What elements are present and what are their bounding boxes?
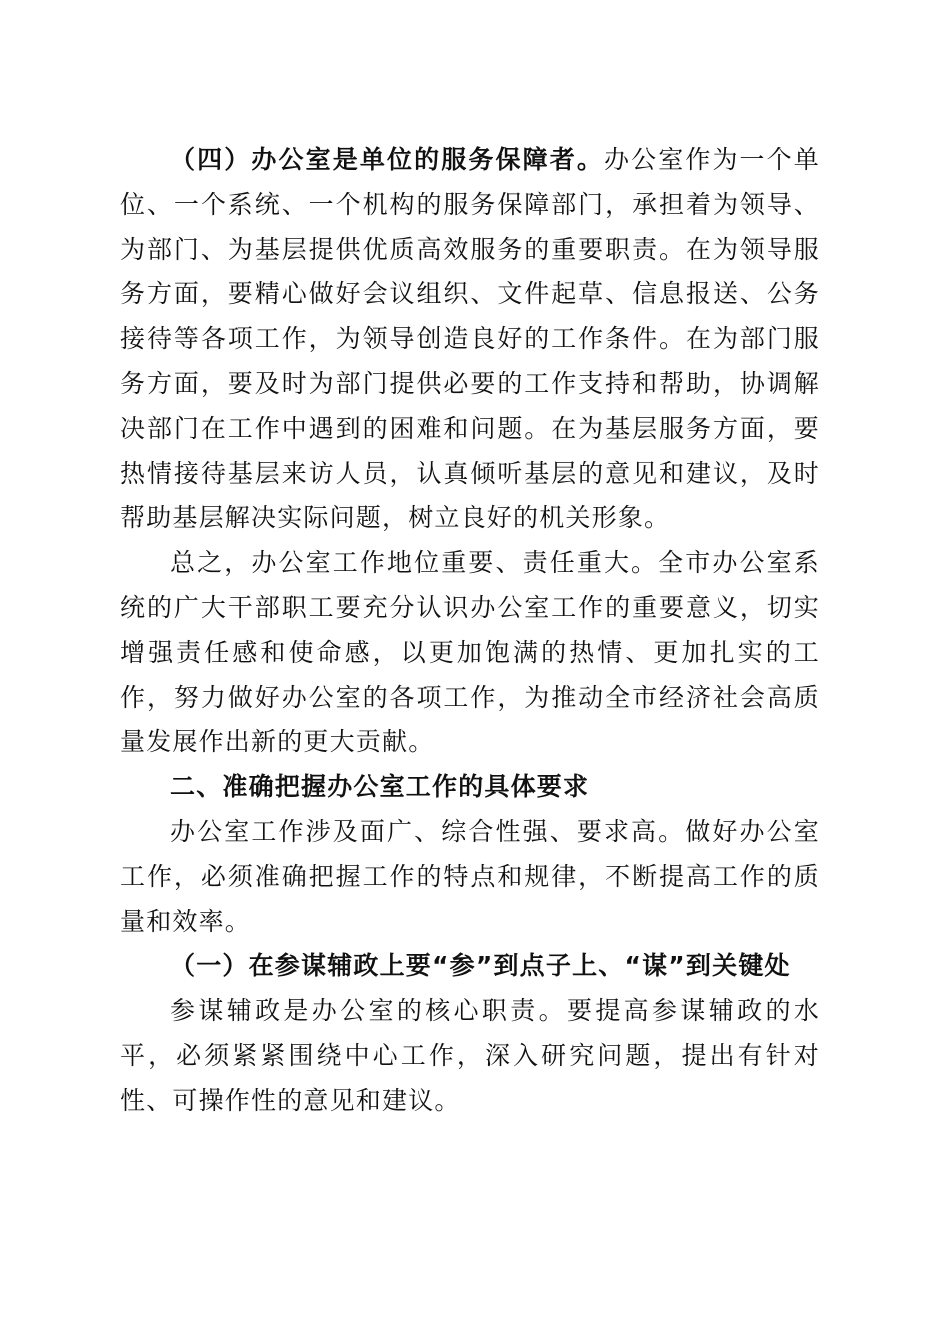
document-page [120, 138, 820, 1124]
paragraph-body: 办公室作为一个单位、一个系统、一个机构的服务保障部门，承担着为领导、为部门、为基层提供优质高效服务的重要职责。在为领导服务方面，要精心做好会议组织、文件起草、信息报送、公务接待等各项工作，为领导创造良好的工作条件。在为部门服务方面，要及时为部门提供必要的工作支持和帮助，协调解决部门在工作中遇到的困难和问题。在为基层服务方面，要热情接待基层来访人员，认真倾听基层的意见和建议，及时帮助基层解决实际问题，树立良好的机关形象。 [120, 145, 821, 533]
paragraph-lead-heading: （四）办公室是单位的服务保障者。 [170, 145, 604, 174]
section-heading-requirements: 二、准确把握办公室工作的具体要求 [170, 772, 590, 802]
paragraph-advisory-duty: 参谋辅政是办公室的核心职责。要提高参谋辅政的水平，必须紧紧围绕中心工作，深入研究问题，提出有针对性、可操作性的意见和建议。 [120, 996, 820, 1115]
subheading-advisory-role: （一）在参谋辅政上要“参”到点子上、“谋”到关键处 [170, 951, 791, 981]
paragraph-summary: 总之，办公室工作地位重要、责任重大。全市办公室系统的广大干部职工要充分认识办公室工作的重要意义，切实增强责任感和使命感，以更加饱满的热情、更加扎实的工作，努力做好办公室的各项工作，为推动全市经济社会高质量发展作出新的更大贡献。 [120, 548, 820, 757]
paragraph-requirements-intro: 办公室工作涉及面广、综合性强、要求高。做好办公室工作，必须准确把握工作的特点和规律，不断提高工作的质量和效率。 [120, 816, 820, 936]
paragraph-service-guarantor [120, 138, 820, 541]
